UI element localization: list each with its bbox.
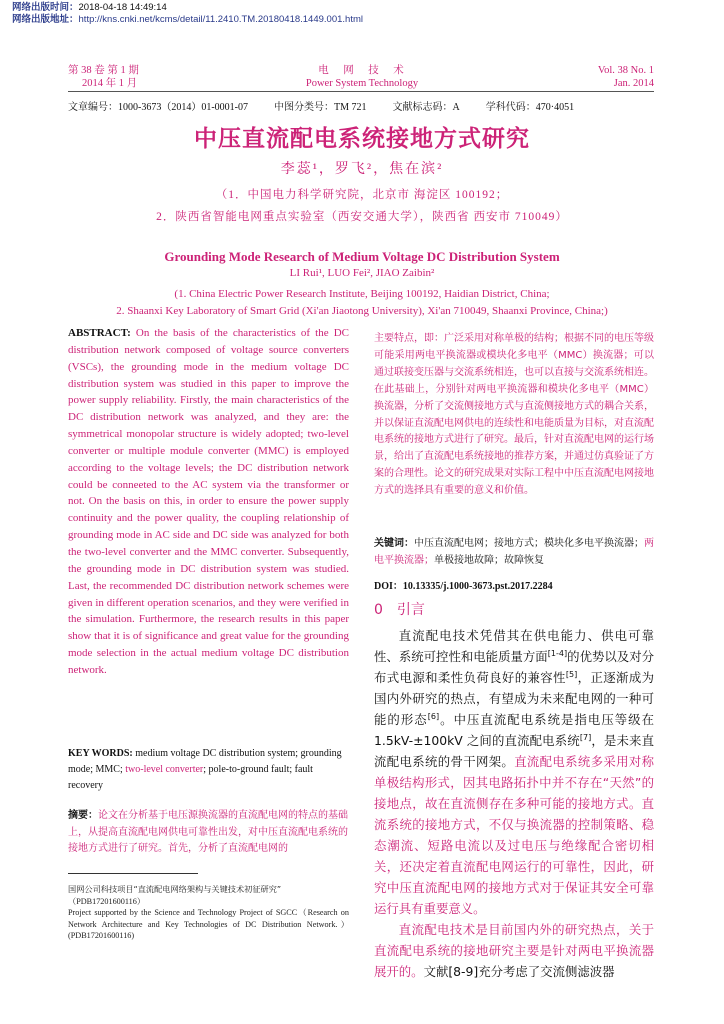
publish-time: 网络出版时间：2018-04-18 14:49:14 — [12, 2, 167, 13]
paragraph-2: 直流配电技术是目前国内外的研究热点，关于直流配电系统的接地研究主要是针对两电平换流器展开的。文献[8-9]充分考虑了交流侧滤波器 — [374, 922, 654, 979]
affiliation-cn-2: 2．陕西省智能电网重点实验室（西安交通大学），陕西省 西安市 710049） — [156, 211, 568, 223]
keywords-en-label: KEY WORDS: — [68, 748, 133, 759]
subject-code: 学科代码：470·4051 — [485, 102, 575, 113]
keywords-en: KEY WORDS: medium voltage DC distribution system; grounding mode; MMC; two-level converter; pole-to-ground fault; fault recovery — [68, 748, 342, 791]
keywords-cn-label: 关键词： — [374, 538, 414, 549]
citation-ref[interactable]: [5] — [565, 669, 578, 679]
affiliation-en-2: 2. Shaanxi Key Laboratory of Smart Grid (Xi'an Jiaotong University), Xi'an 710049, Shaanxi Province, China;) — [116, 305, 608, 317]
document-code: 文献标志码：A — [392, 102, 460, 113]
header-journal-en: Power System Technology — [305, 78, 419, 89]
citation-ref[interactable]: [6] — [427, 711, 440, 721]
authors-en: LI Rui¹, LUO Fei², JIAO Zaibin² — [289, 267, 435, 279]
abstract-en-label: ABSTRACT: — [68, 327, 131, 339]
body-text — [374, 625, 654, 982]
header-volume-en: Vol. 38 No. 1 — [597, 65, 654, 76]
header-rule — [68, 91, 654, 92]
header-journal-cn: 电 网 技 术 — [318, 65, 406, 76]
publish-link[interactable]: http://kns.cnki.net/kcms/detail/11.2410.TM.20180418.1449.001.html — [78, 14, 363, 25]
title-cn: 中压直流配电系统接地方式研究 — [194, 126, 530, 152]
publish-address: 网络出版地址：http://kns.cnki.net/kcms/detail/11.2410.TM.20180418.1449.001.html — [12, 14, 363, 25]
header-date-cn: 2014 年 1 月 — [82, 78, 138, 89]
article-meta — [68, 98, 654, 113]
footnote: 国网公司科技项目“直流配电网络架构与关键技术初征研究” （PDB17201600116） Project supported by the Science and Technology Project of SGCC（Research on Network Architecture and Key Technologies of DC Distribution Network.）(PDB17201600116) — [68, 884, 349, 940]
title-en: Grounding Mode Research of Medium Voltage DC Distribution System — [164, 249, 560, 264]
abstract-cn-continued: 主要特点，即：广泛采用对称单极的结构；根据不同的电压等级可能采用两电平换流器或模块化多电平（MMC）换流器；可以通过联接变压器与交流系统相连，也可以直接与交流系统相连。在此基础上，分别针对两电平换流器和模块化多电平（MMC）换流器，分析了交流侧接地方式与直流侧接地方式的耦合关系，并以保证直流配电网供电的连续性和电能质量为目标，对直流配电系统的接地方式进行了研究。最后，针对直流配电网的运行场景，给出了直流配电系统接地的推荐方案，并通过仿真验证了方案的合理性。论文的研究成果对实际工程中中压直流配电网接地方式的选择具有重要的意义和价值。 — [374, 333, 654, 497]
header-date-en: Jan. 2014 — [613, 78, 654, 89]
article-number: 文章编号：1000-3673（2014）01-0001-07 — [68, 102, 248, 113]
header-volume-cn: 第 38 卷 第 1 期 — [68, 65, 139, 76]
abstract-en-text: On the basis of the characteristics of the DC distribution network composed of voltage source converters (VSCs), the grounding mode in the medium voltage DC distribution system was studied in this paper to improve the power supply reliability. Firstly, the main characteristics of the DC distribution network was analyzed, and they are: the symmetrical monopolar structure is widely adopted; two-level converter or multiple module converter (MMC) is employed according to the voltage levels; the DC distribution network could be conneeted to the AC system via the transformer or not. On the basis on this, in order to ensure the power supply continuity and the power quality, the coupling relationship of grounding mode in AC side and DC side was analyzed for both the two-level converter and the MMC converter. Subsequently, the grounding mode in DC distribution system was studied. Last, the recommended DC distribution network schemes were given in different operation scenarios, and they were verified in the simulation. Furthermore, the research results in this paper show that it is of significance and great value for the grounding mode selection in the actual medium voltage DC distribution network. — [68, 327, 349, 676]
abstract-cn — [68, 808, 349, 858]
abstract-cn-label: 摘要： — [68, 810, 98, 821]
section-heading: 0 引言 — [374, 602, 425, 618]
affiliation-cn-1: （1．中国电力科学研究院，北京市 海淀区 100192； — [215, 189, 509, 201]
citation-ref[interactable]: [1-4] — [547, 648, 568, 658]
paragraph-1: 直流配电技术凭借其在供电能力、供电可靠性、系统可控性和电能质量方面[1-4]的优势以及对分布式电源和柔性负荷良好的兼容性[5]，正逐渐成为国内外研究的热点，有望成为未来配电网的一种可能的形态[6]。中压直流配电系统是指电压等级在 1.5kV-±100kV 之间的直流配电系统[7]，是未来直流配电系统的骨干网架。直流配电系统多采用对称单极结构形式，因其电路拓扑中并不存在“天然”的接地点，故在直流侧存在多种可能的接地方式。直流系统的接地方式，不仅与换流器的控制策略、稳态潮流、短路电流以及过电压与绝缘配合密切相关，还决定着直流配电网运行的可靠性，因此，研究中压直流配电网的接地方式对于保证其安全可靠运行具有重要意义。 — [374, 628, 655, 916]
affiliation-en-1: (1. China Electric Power Research Institute, Beijing 100192, Haidian District, China; — [174, 288, 550, 300]
clc-number: 中图分类号：TM 721 — [274, 102, 367, 113]
doi: DOI：10.13335/j.1000-3673.pst.2017.2284 — [374, 581, 553, 592]
keywords-cn: 关键词：中压直流配电网；接地方式；模块化多电平换流器；两电平换流器；单极接地故障；故障恢复 — [374, 538, 654, 566]
abstract-en — [68, 325, 349, 679]
abstract-cn-text: 论文在分析基于电压源换流器的直流配电网的特点的基础上，从提高直流配电网供电可靠性出发，对中压直流配电系统的接地方式进行了研究。首先，分析了直流配电网的 — [68, 810, 348, 854]
footnote-rule — [68, 873, 198, 874]
citation-ref[interactable]: [7] — [579, 732, 592, 742]
authors-cn: 李蕊¹，罗飞²，焦在滨² — [280, 162, 444, 177]
